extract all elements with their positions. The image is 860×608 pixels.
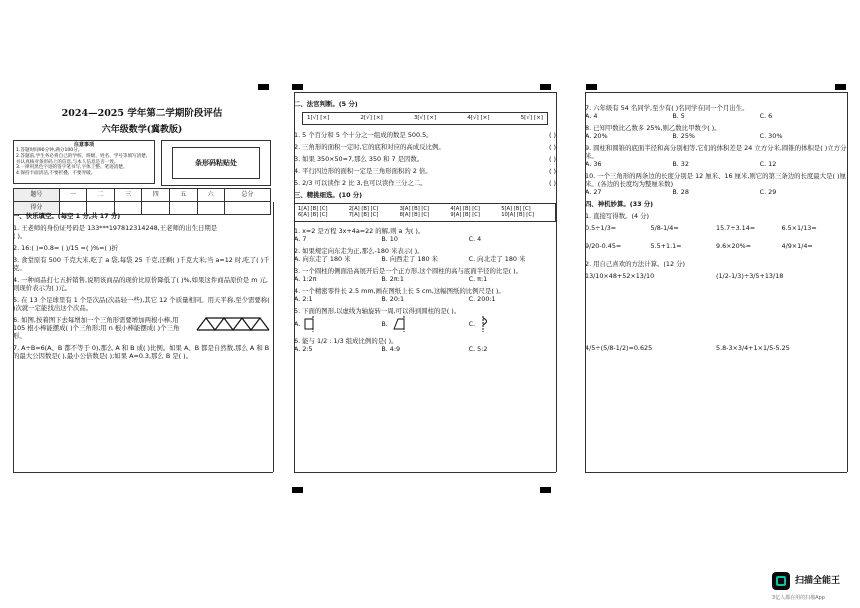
- registration-mark: [586, 84, 597, 90]
- table-cell: 一: [59, 189, 87, 202]
- notice-title: 注意事项: [73, 142, 94, 148]
- answer-option[interactable]: 4[A] [B] [C]: [450, 205, 480, 212]
- watermark-brand: 扫描全能王: [795, 576, 841, 586]
- registration-mark: [835, 84, 846, 90]
- calc-item: 6.5×1/13=: [781, 224, 817, 232]
- section-title: 三、精挑细选。(10 分): [294, 190, 363, 199]
- judge-question: 3. 如果 350×50=7,那么 350 和 7 是因数。 ( ): [294, 154, 556, 163]
- score-table: [13, 188, 271, 215]
- choice-question: 2. 如果规定向东走为正,那么-180 米表示( )。 A. 向东走了 180 米 B. 向西走了 180 米 C. 向北走了 180 米: [294, 246, 526, 263]
- triangles-figure: [195, 316, 271, 332]
- question-text: 1. 王老师的身份证号码是 133***197812314248,王老师的出生日期是: [13, 224, 218, 232]
- judge-question: 2. 三角形的面积一定时,它的底和对应的高成反比例。 ( ): [294, 142, 556, 151]
- choice-question: 5. 下面的图形,以虚线为轴旋转一周,可以得到圆柱的是( )。 A. B. C.: [294, 307, 556, 333]
- subsection-title: 1. 直接写得数。(4 分): [585, 212, 649, 220]
- column-border: [273, 202, 274, 472]
- answer-option[interactable]: 9[A] [B] [C]: [450, 212, 480, 219]
- calc-item: 5.5+1.1=: [650, 242, 682, 250]
- calc-item: 0.5÷1/3=: [585, 224, 617, 232]
- choice-question: 9. 圆柱和圆锥的底面半径和高分别相等,它们的体积差是 24 立方分米,圆锥的体积是( )立方分米。 A. 36 B. 32 C. 12: [585, 144, 847, 168]
- column-border: [294, 472, 556, 473]
- shape-figure-c: [477, 315, 495, 333]
- calc-item: 13/10×48+52×13/10: [585, 272, 655, 280]
- table-cell: 得分: [14, 202, 60, 215]
- calc-item: 9/20-0.45=: [585, 242, 622, 250]
- question-text: 2. 16:( )=0.8= ( )/15 =( )%=( )折: [13, 244, 118, 252]
- answer-option[interactable]: 8[A] [B] [C]: [399, 212, 430, 219]
- choice-question: 1. x=2 是方程 3x+4a=22 的解,则 a 为( )。 A. 7 B. 10 C. 4: [294, 226, 482, 243]
- choice-answer-box: [294, 203, 556, 222]
- table-cell: 六: [197, 189, 225, 202]
- column-border: [13, 472, 273, 473]
- choice-question: 3. 一个圆柱的侧面沿高展开后是一个正方形,这个圆柱的高与底面半径的比是( )。 A. 1:2π B. 2π:1 C. π:1: [294, 266, 523, 283]
- page-column-2: [294, 92, 556, 476]
- answer-option[interactable]: 7[A] [B] [C]: [348, 212, 379, 219]
- question-text: ( )。: [13, 232, 27, 240]
- judge-question: 5. 2/3 可以读作 2 比 3,也可以读作三分之二。 ( ): [294, 178, 556, 187]
- judge-question: 1. 5 个百分和 5 个十分之一组成的数是 500.5。 ( ): [294, 130, 556, 139]
- table-cell: 总分: [225, 189, 271, 202]
- camscanner-logo-icon: [772, 572, 790, 590]
- watermark-sub: 3亿人都在用的扫描App: [772, 595, 825, 601]
- table-row: [14, 189, 271, 202]
- judge-answer-box: [302, 112, 548, 125]
- registration-mark: [540, 487, 551, 493]
- question-text: 4. 一种商品打七五折销售,说明该商品的现价比原价降低了( )%,如果这件商品原价是 m 元,则现价表示为( )元。: [13, 276, 268, 292]
- registration-mark: [292, 84, 303, 90]
- calc-item: 15.7÷3.14=: [716, 224, 756, 232]
- answer-option[interactable]: 1[√] [×]: [307, 115, 330, 121]
- table-cell: 五: [169, 189, 197, 202]
- calc-item: 9.6×20%=: [716, 242, 752, 250]
- shape-figure-b: [390, 315, 408, 333]
- answer-option[interactable]: 2[√] [×]: [360, 115, 383, 121]
- exam-title: 2024—2025 学年第二学期阶段评估: [61, 108, 223, 119]
- column-border: [847, 92, 848, 472]
- answer-option[interactable]: 3[A] [B] [C]: [399, 205, 430, 212]
- calc-item: 5.8-3×3/4+1×1/5-5.25: [716, 344, 790, 352]
- calc-item: 4/9×1/4=: [781, 242, 813, 250]
- answer-option[interactable]: 2[A] [B] [C]: [348, 205, 379, 212]
- notice-line: 4.保持卡面清洁,不要折叠、不要弄破。: [16, 171, 96, 177]
- section-title: 一、快乐填空。(每空 1 分,共 17 分): [13, 212, 121, 220]
- section-title: 四、神机妙算。(33 分): [585, 200, 654, 208]
- barcode-area: [161, 140, 271, 186]
- calc-item: 5/8-1/4=: [650, 224, 679, 232]
- table-cell: 题号: [14, 189, 60, 202]
- column-border: [585, 92, 847, 93]
- notice-box: [13, 140, 155, 184]
- oral-calc-grid: [585, 224, 847, 250]
- column-border: [585, 472, 847, 473]
- registration-mark: [540, 84, 551, 90]
- column-border: [13, 202, 14, 472]
- answer-option[interactable]: 10[A] [B] [C]: [501, 212, 534, 219]
- column-border: [294, 92, 556, 93]
- column-border: [585, 92, 586, 472]
- table-cell: 三: [114, 189, 142, 202]
- column-border: [294, 92, 295, 472]
- shape-figure-a: [302, 315, 320, 333]
- page-column-1: [13, 94, 271, 478]
- barcode-label: 条形码粘贴处: [172, 147, 260, 179]
- table-cell: 二: [87, 189, 115, 202]
- choice-question: 4. 一个精密零件长 2.5 mm,画在图纸上长 5 cm,这幅图纸的比例尺是( )。 A. 2:1 B. 20:1 C. 200:1: [294, 286, 505, 303]
- question-text: 7. A÷B=6(A、B 都不等于 0),那么 A 和 B 成( )比例。如果 A、B 都是自然数,那么 A 和 B 的最大公因数是( ),最小公倍数是( );如果 A=0.3,那么 B 是( )。: [13, 344, 270, 360]
- notice-line: 2.答题前,学生务必将自己的学校、班级、姓名、学号等填写清楚,: [16, 153, 148, 159]
- question-text: 6. 如图,按着图下去每增加一个三角形需要增加两根小棒,用 105 根小棒能摆成( )个三角形;用 n 根小棒能摆成( )个三角形。: [13, 316, 271, 340]
- page-column-3: [585, 92, 847, 476]
- calc-grid: [585, 272, 847, 352]
- question-text: 3. 食堂原有 500 千克大米,吃了 a 袋,每袋 25 千克,还剩( )千克大米;当 a=12 时,吃了( )千克。: [13, 256, 270, 272]
- answer-option[interactable]: 4[√] [×]: [467, 115, 490, 121]
- choice-question: 8. 已知甲数比乙数多 25%,则乙数比甲数少( )。 A. 20% B. 25% C. 30%: [585, 124, 783, 140]
- registration-mark: [258, 84, 269, 90]
- exam-subtitle: 六年级数学(冀教版): [101, 124, 183, 135]
- answer-option[interactable]: 5[A] [B] [C]: [501, 205, 531, 212]
- calc-item: (1/2-1/3)÷3/5+13/18: [716, 272, 784, 280]
- calc-item: 4/5÷(5/8-1/2)=0.625: [585, 344, 653, 352]
- answer-option[interactable]: 3[√] [×]: [413, 115, 437, 121]
- answer-option[interactable]: 1[A] [B] [C]: [298, 205, 328, 212]
- column-border: [556, 92, 557, 472]
- notice-line: 3.一律用黑色字迹的签字笔书写,字体工整、笔迹清楚。: [16, 165, 128, 171]
- table-cell: 四: [142, 189, 170, 202]
- question-text: 5. 在 13 个足球里有 1 个是次品(次品轻一些),其它 12 个质量相同。用天平称,至少需要称( )次就一定能找出这个次品。: [13, 296, 270, 312]
- notice-line: 1.答题时间90分钟,满分100分。: [16, 148, 83, 154]
- registration-mark: [292, 487, 303, 493]
- choice-question: 6. 能与 1/2 : 1/3 组成比例的是( )。 A. 2:5 B. 4:9 C. 5:2: [294, 336, 488, 353]
- subsection-title: 2. 用自己喜欢的方法计算。(12 分): [585, 260, 685, 268]
- choice-question: 10. 一个三角形的两条边的长度分别是 12 厘米、16 厘米,则它的第三条边的长度最大是( )厘米。(各边的长度均为整厘米数) A. 27 B. 28 C. 29: [585, 172, 846, 196]
- answer-option[interactable]: 6[A] [B] [C]: [298, 212, 328, 219]
- answer-option[interactable]: 5[√] [×]: [520, 115, 543, 121]
- notice-line: 并认真核对条形码上的信息,与本人信息是否一致。: [16, 159, 119, 165]
- choice-question: 7. 六年级有 54 名同学,至少有( )名同学在同一个月出生。 A. 4 B. 5 C. 6: [585, 104, 773, 120]
- section-title: 二、法官判断。(5 分): [294, 100, 358, 108]
- judge-question: 4. 平行四边形的面积一定是三角形面积的 2 倍。 ( ): [294, 166, 556, 175]
